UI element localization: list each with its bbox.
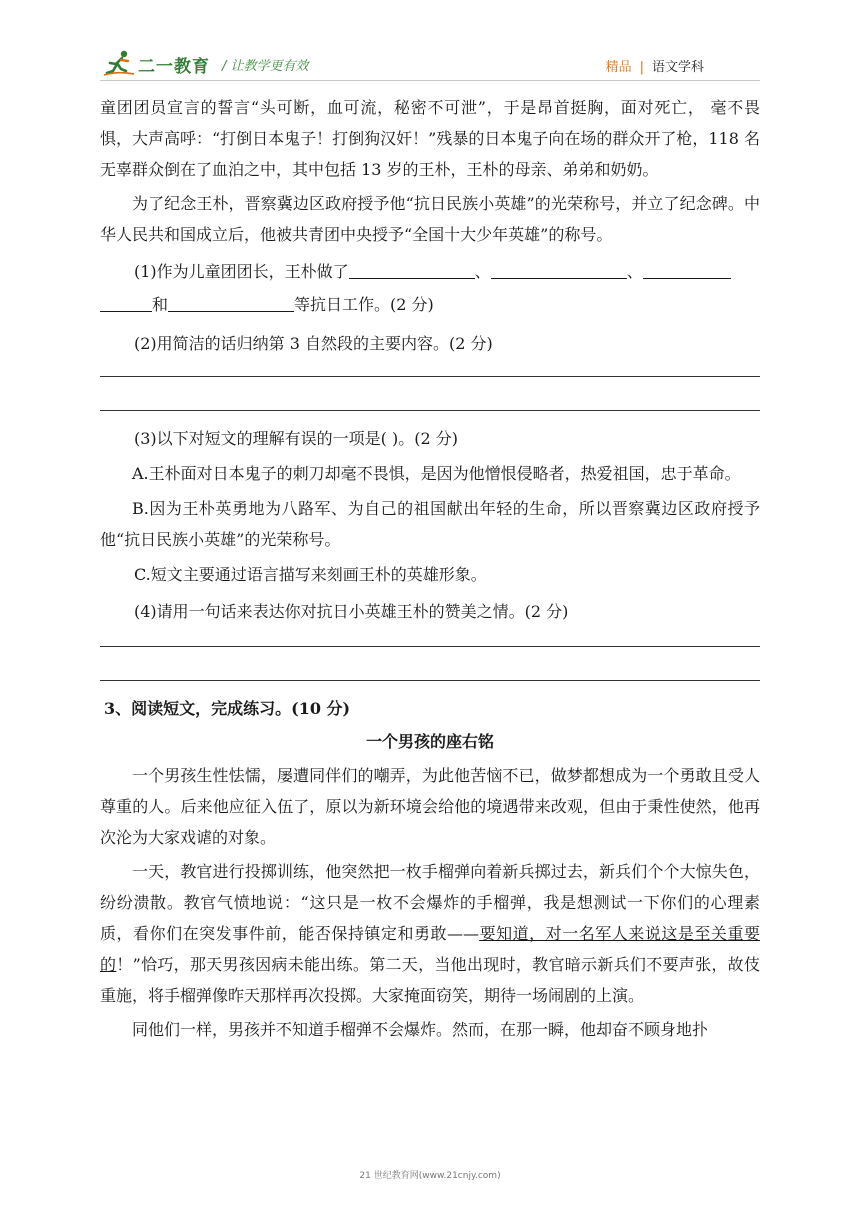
question-1-text: (1)作为儿童团团长，王朴做了 — [134, 262, 349, 281]
passage-paragraph: 童团团员宣言的誓言“头可断，血可流，秘密不可泄”，于是昂首挺胸，面对死亡， 毫不畏惧，大声高呼：“打倒日本鬼子！打倒狗汉奸！”残暴的日本鬼子向在场的群众开了枪，118 名无辜群众倒在了血泊之中，其中包括 13 岁的王朴，王朴的母亲、弟弟和奶奶。 — [100, 98, 760, 179]
header-subject-label — [606, 56, 704, 75]
answer-line[interactable] — [100, 646, 760, 647]
answer-blank[interactable] — [100, 293, 152, 312]
article-title: 一个男孩的座右铭 — [365, 732, 494, 751]
question-1-sep: 、 — [626, 262, 643, 281]
quality-label: 精品 — [605, 60, 632, 75]
brand-name: 二一教育 — [138, 57, 210, 77]
article-paragraph: 同他们一样，男孩并不知道手榴弹不会爆炸。然而，在那一瞬，他却奋不顾身地扑 — [132, 1020, 709, 1039]
answer-blank[interactable] — [349, 260, 475, 279]
article-paragraph: 一个男孩生性怯懦，屡遭同伴们的嘲弄，为此他苦恼不已，做梦都想成为一个勇敢且受人尊重的人。后来他应征入伍了，原以为新环境会给他的境遇带来改观，但由于秉性使然，他再次沦为大家戏谑的对象。 — [100, 766, 760, 847]
passage-paragraph: 为了纪念王朴，晋察冀边区政府授予他“抗日民族小英雄”的光荣称号，并立了纪念碑。中华人民共和国成立后，他被共青团中央授予“全国十大少年英雄”的称号。 — [100, 194, 760, 244]
article-text: 一天，教官进行投掷训练，他突然把一枚手榴弹向着新兵掷过去，新兵们个个大惊失色，纷纷溃散。教官气愤地说：“这只是一枚不会爆炸的手榴弹，我是想测试一下你们的心理素质，看你们在突发事件前，能否保持镇定和勇敢—— — [100, 862, 760, 943]
article-paragraph — [100, 856, 760, 1011]
running-man-logo-icon — [104, 50, 134, 76]
answer-blank[interactable] — [643, 260, 731, 279]
subject-label: 语文学科 — [651, 60, 704, 75]
option-c: C.短文主要通过语言描写来刻画王朴的英雄形象。 — [134, 565, 487, 584]
question-2: (2)用简洁的话归纳第 3 自然段的主要内容。(2 分) — [134, 334, 493, 353]
brand-slogan: / 让教学更有效 — [222, 59, 309, 74]
answer-blank[interactable] — [168, 293, 294, 312]
header-separator: | — [639, 60, 644, 75]
option-a: A.王朴面对日本鬼子的刺刀却毫不畏惧，是因为他憎恨侵略者，热爱祖国，忠于革命。 — [132, 464, 741, 483]
answer-line[interactable] — [100, 410, 760, 411]
page-header — [0, 0, 860, 84]
article-text: ！”恰巧，那天男孩因病未能出练。第二天，当他出现时，教官暗示新兵们不要声张，故伎重施，将手榴弹像昨天那样再次投掷。大家掩面窃笑，期待一场闹剧的上演。 — [100, 955, 760, 1005]
answer-blank[interactable] — [491, 260, 627, 279]
document-body — [100, 90, 760, 1045]
page-footer: 21 世纪教育网(www.21cnjy.com) — [359, 1171, 501, 1181]
question-1-and: 和 — [152, 295, 169, 314]
question-4: (4)请用一句话来表达你对抗日小英雄王朴的赞美之情。(2 分) — [134, 602, 569, 621]
section-heading: 3、阅读短文，完成练习。(10 分) — [104, 699, 351, 718]
answer-line[interactable] — [100, 376, 760, 377]
question-3: (3)以下对短文的理解有误的一项是( )。(2 分) — [134, 429, 458, 448]
question-1 — [100, 256, 760, 287]
answer-line[interactable] — [100, 680, 760, 681]
underlined-sentence: 要知道，对一名军人来说这是至关重要的 — [100, 924, 760, 974]
option-b: B.因为王朴英勇地为八路军、为自己的祖国献出年轻的生命，所以晋察冀边区政府授予他“抗日民族小英雄”的光荣称号。 — [100, 499, 760, 549]
question-1-sep: 、 — [474, 262, 491, 281]
question-1-continued — [100, 289, 760, 320]
question-1-end: 等抗日工作。(2 分) — [294, 295, 434, 314]
header-divider — [100, 80, 760, 81]
